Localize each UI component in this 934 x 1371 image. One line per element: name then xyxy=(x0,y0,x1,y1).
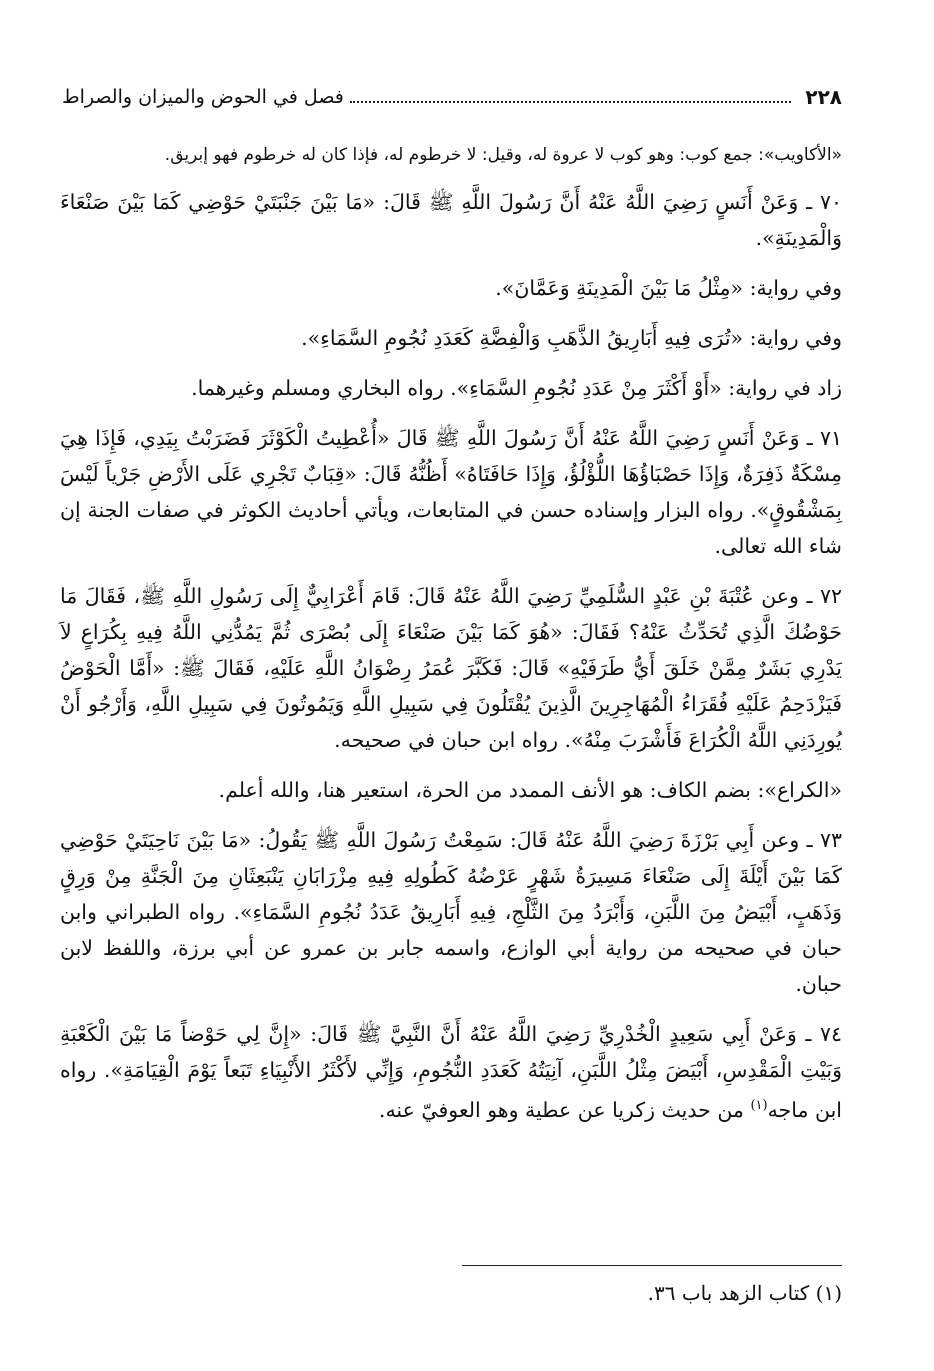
page-number: ٢٢٨ xyxy=(805,85,842,109)
hadith-74-text: ٧٤ ـ وَعَنْ أَبِي سَعِيدٍ الْخُدْرِيِّ رَضِيَ اللَّهُ عَنْهُ أَنَّ النَّبِيَّ ﷺ قَالَ: «إِنَّ لِي حَوْضاً مَا بَيْنَ الْكَعْبَةِ وَبَيْتِ الْمَقْدِسِ، أَبْيَضَ مِثْلُ اللَّبَنِ، آنِيَتُهُ كَعَدَدِ النُّجُومِ، وَإِنِّي لأَكْثَرُ الأَنْبِيَاءِ تَبَعاً يَوْمَ الْقِيَامَةِ». رواه ابن ماجه xyxy=(60,1022,842,1122)
main-text xyxy=(60,140,842,1142)
chapter-title: فصل في الحوض والميزان والصراط xyxy=(62,86,344,108)
footnote-marker: (١) xyxy=(750,1098,768,1113)
hadith-74-tail: من حديث زكريا عن عطية وهو العوفيّ عنه. xyxy=(378,1097,751,1122)
riwaya-2: وفي رواية: «تُرَى فِيهِ أَبَارِيقُ الذَّهَبِ وَالْفِضَّةِ كَعَدَدِ نُجُومِ السَّمَاءِ». xyxy=(301,326,842,350)
hadith-73: ٧٣ ـ وعن أَبِي بَرْزَةَ رَضِيَ اللَّهُ عَنْهُ قَالَ: سَمِعْتُ رَسُولَ اللَّهِ ﷺ يَقُولُ: «مَا بَيْنَ نَاحِيَتَيْ حَوْضِي كَمَا بَيْنَ أَيْلَةَ إِلَى صَنْعَاءَ مَسِيرَةُ شَهْرٍ عَرْضُهُ كَطُولِهِ فِيهِ مِزْرَابَانِ يَنْبَعِثَانِ مِنَ الْجَنَّةِ مِنْ وَرِقٍ وَذَهَبٍ، أَبْيَضُ مِنَ اللَّبَنِ، وَأَبْرَدُ مِنَ الثَّلْجِ، فِيهِ أَبَارِيقُ عَدَدُ نُجُومِ السَّمَاءِ». رواه الطبراني وابن حبان في صحيحه من رواية أبي الوازع، واسمه جابر بن عمرو عن أبي برزة، واللفظ لابن حبان. xyxy=(60,828,842,996)
riwaya-3: زاد في رواية: «أَوْ أَكْثَرَ مِنْ عَدَدِ نُجُومِ السَّمَاءِ». رواه البخاري ومسلم وغيرهما. xyxy=(191,376,842,400)
footnote-separator xyxy=(462,1265,842,1266)
hadith-71: ٧١ ـ وَعَنْ أَنَسٍ رَضِيَ اللَّهُ عَنْهُ أَنَّ رَسُولَ اللَّهِ ﷺ قَالَ «أُعْطِيتُ الْكَوْثَرَ فَضَرَبْتُ بِيَدِي، فَإِذَا هِيَ مِسْكَةٌ ذَفِرَةٌ، وَإِذَا حَصْبَاؤُهَا اللُّؤْلُؤُ، وَإِذَا حَافَتَاهُ» أَظُنُّهُ قَالَ: «قِبَابٌ تَجْرِي عَلَى الأَرْضِ جَرْياً لَيْسَ بِمَشْقُوقٍ». رواه البزار وإسناده حسن في المتابعات، ويأتي أحاديث الكوثر في صفات الجنة إن شاء الله تعالى. xyxy=(60,426,842,558)
gloss-akawib: «الأكاويب»: جمع كوب: وهو كوب لا عروة له، وقيل: لا خرطوم له، فإذا كان له خرطوم فهو إبريق. xyxy=(164,145,842,165)
running-header xyxy=(62,82,842,112)
gloss-kura: «الكراع»: بضم الكاف: هو الأنف الممدد من الحرة، استعير هنا، والله أعلم. xyxy=(218,778,842,802)
hadith-70: ٧٠ ـ وَعَنْ أَنَسٍ رَضِيَ اللَّهُ عَنْهُ أَنَّ رَسُولَ اللَّهِ ﷺ قَالَ: «مَا بَيْنَ جَنْبَتَيْ حَوْضِي كَمَا بَيْنَ صَنْعَاءَ وَالْمَدِينَةِ». xyxy=(60,190,842,250)
hadith-72: ٧٢ ـ وعن عُتْبَةَ بْنِ عَبْدٍ السُّلَمِيِّ رَضِيَ اللَّهُ عَنْهُ قَالَ: قَامَ أَعْرَابِيٌّ إِلَى رَسُولِ اللَّهِ ﷺ، فَقَالَ مَا حَوْضُكَ الَّذِي تُحَدِّثُ عَنْهُ؟ فَقَالَ: «هُوَ كَمَا بَيْنَ صَنْعَاءَ إِلَى بُصْرَى ثُمَّ يَمُدُّنِي اللَّهُ فِيهِ بِكُرَاعٍ لاَ يَدْرِي بَشَرٌ مِمَّنْ خَلَقَ أَيُّ طَرَفَيْهِ» قَالَ: فَكَبَّرَ عُمَرُ رِضْوَانُ اللَّهِ عَلَيْهِ، فَقَالَ ﷺ: «أَمَّا الْحَوْضُ فَيَزْدَحِمُ عَلَيْهِ فُقَرَاءُ الْمُهَاجِرِينَ الَّذِينَ يُقْتَلُونَ فِي سَبِيلِ اللَّهِ وَيَمُوتُونَ فِي سَبِيلِ اللَّهِ، وَأَرْجُو أَنْ يُورِدَنِي اللَّهُ الْكُرَاعَ فَأَشْرَبَ مِنْهُ». رواه ابن حبان في صحيحه. xyxy=(60,584,842,752)
riwaya-1: وفي رواية: «مِثْلُ مَا بَيْنَ الْمَدِينَةِ وَعَمَّانَ». xyxy=(495,276,842,300)
footnote: (١) كتاب الزهد باب ٣٦. xyxy=(647,1281,842,1305)
header-dot-leader xyxy=(350,101,792,103)
hadith-74 xyxy=(60,1016,842,1128)
